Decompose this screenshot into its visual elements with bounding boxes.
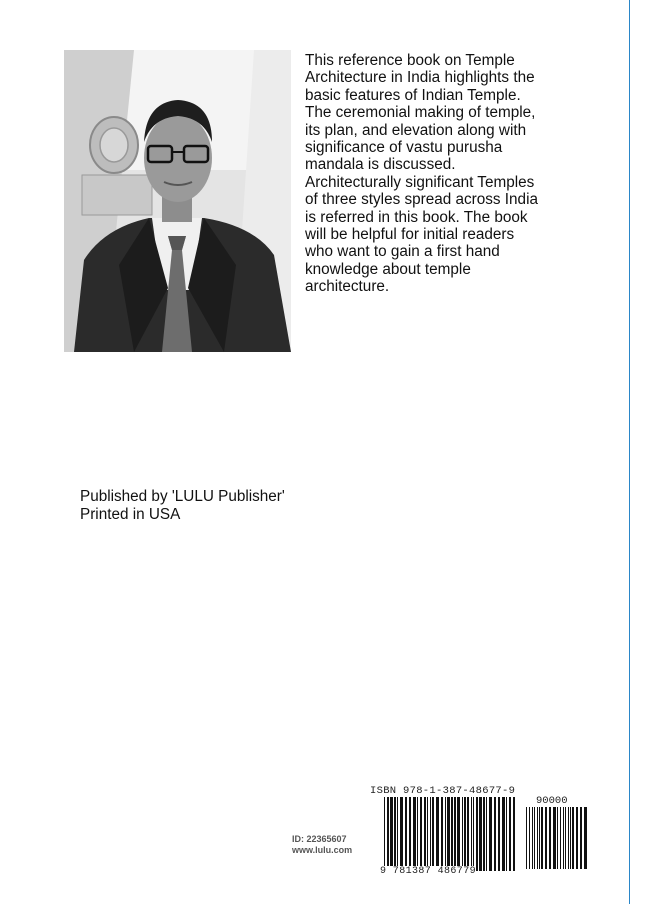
spine-edge-line <box>629 0 630 904</box>
barcode-bar <box>568 807 569 869</box>
barcode-bar <box>489 797 492 871</box>
barcode-bar <box>498 797 500 871</box>
author-photo <box>64 50 291 352</box>
barcode-bar <box>529 807 530 869</box>
barcode-bar <box>464 797 466 871</box>
barcode-bar <box>532 807 533 869</box>
barcode-bar <box>457 797 460 871</box>
barcode-bar <box>549 807 551 869</box>
barcode-bar <box>539 807 540 869</box>
lulu-id-block <box>292 834 377 856</box>
barcode-bar <box>580 807 582 869</box>
barcode-bar <box>560 807 561 869</box>
barcode-bar <box>384 797 385 871</box>
barcode-bar <box>454 797 456 871</box>
ean13-barcode <box>384 797 516 871</box>
barcode-bar <box>506 797 507 871</box>
barcode-bar <box>572 807 574 869</box>
barcode-bar <box>509 797 511 871</box>
barcode-bar <box>584 807 587 869</box>
barcode-bar <box>473 797 474 871</box>
barcode-bar <box>462 797 463 871</box>
barcode-bar <box>394 797 396 871</box>
ean13-digits: 9 781387 486779 <box>380 866 477 877</box>
barcode-bar <box>570 807 571 869</box>
barcode-bar <box>436 797 439 871</box>
barcode-bar <box>553 807 556 869</box>
lulu-url: www.lulu.com <box>292 845 353 855</box>
barcode-bar <box>427 797 428 871</box>
barcode-bar <box>405 797 407 871</box>
barcode-bar <box>537 807 538 869</box>
barcode-bar <box>502 797 505 871</box>
barcode-bar <box>400 797 403 871</box>
barcode-bar <box>545 807 547 869</box>
price-addon-barcode <box>526 807 588 869</box>
barcode-bar <box>483 797 485 871</box>
barcode-bar <box>451 797 453 871</box>
barcode-bar <box>430 797 431 871</box>
barcode-bar <box>467 797 469 871</box>
back-cover-blurb: This reference book on Temple Architecture in India highlights the basic features of Indian Temple. The ceremonial making of temple, its plan, and elevation along with significance of vastu purusha mandala is discussed. Architecturally significant Temples of three styles spread across India is referred in this book. The book will be helpful for initial readers who want to gain a first hand knowledge about temple architecture. <box>305 52 538 296</box>
barcode-bar <box>494 797 496 871</box>
lulu-id-number: ID: 22365607 <box>292 834 347 844</box>
barcode-bar <box>432 797 434 871</box>
barcode-addon-digits: 90000 <box>536 795 568 807</box>
publisher-info: Published by 'LULU Publisher' Printed in USA <box>80 488 285 523</box>
barcode-bar <box>526 807 527 869</box>
barcode-bar <box>565 807 566 869</box>
barcode-bar <box>557 807 558 869</box>
barcode-bar <box>445 797 446 871</box>
barcode-bar <box>390 797 393 871</box>
barcode-bar <box>387 797 389 871</box>
isbn-label: ISBN 978-1-387-48677-9 <box>370 785 516 797</box>
author-photo-drawing <box>64 50 291 352</box>
barcode-bar <box>576 807 578 869</box>
barcode-bar <box>397 797 398 871</box>
barcode-bar <box>479 797 482 871</box>
barcode-bar <box>420 797 422 871</box>
barcode-bar <box>513 797 515 871</box>
barcode-bar <box>447 797 450 871</box>
barcode-bar <box>441 797 443 871</box>
barcode-bar <box>424 797 426 871</box>
barcode-bar <box>409 797 411 871</box>
barcode-bar <box>541 807 543 869</box>
barcode-bar <box>413 797 416 871</box>
barcode-bar <box>471 797 472 871</box>
barcode-bar <box>563 807 564 869</box>
barcode-bar <box>417 797 418 871</box>
barcode-bar <box>476 797 478 871</box>
barcode-bar <box>486 797 487 871</box>
barcode-bar <box>534 807 535 869</box>
